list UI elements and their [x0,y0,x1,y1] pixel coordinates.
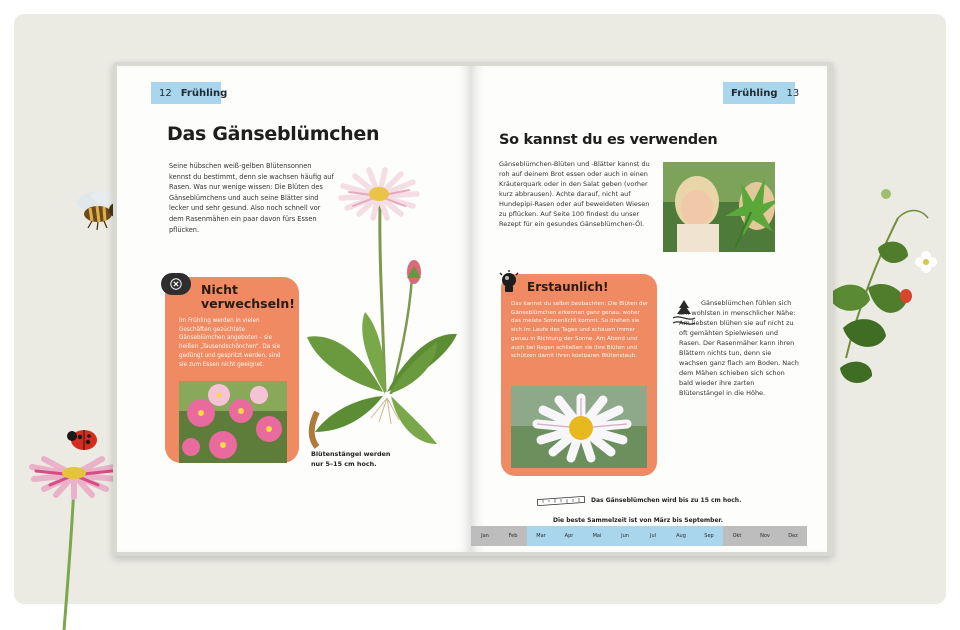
month-cell: Nov [751,526,779,546]
plant-caption: Blütenstängel werden nur 5–15 cm hoch. [311,450,391,468]
page-title: So kannst du es verwenden [499,132,718,148]
wild-strawberry-illustration [828,178,948,418]
collection-calendar [471,526,807,546]
month-cell: Okt [723,526,751,546]
page-tab-left [151,82,228,104]
bulb-icon [497,270,521,296]
month-cell: Jan [471,526,499,546]
tausendschoen-photo [179,381,287,463]
month-cell: Jun [611,526,639,546]
month-cell: Feb [499,526,527,546]
month-cell: Dez [779,526,807,546]
warning-title [201,283,295,311]
daisy-ladybug-illustration [24,420,124,630]
open-book [113,62,833,556]
month-cell: Jul [639,526,667,546]
usage-text: Gänseblümchen-Blüten und -Blätter kannst du roh auf deinem Brot essen oder auch in einen Kräuterquark oder in den Salat geben (vorher kurz abbrausen). Achte darauf, nicht auf Hundepipi-Rasen oder auf beweideten Wiesen zu pflücken. Auf Seite 100 findest du unser Rezept für ein gesundes Gänseblümchen-Öl. [499,160,650,228]
section-label: Frühling [180,87,228,99]
month-cell: Sep [695,526,723,546]
page-tab-right [723,82,800,104]
warning-title-line2: verwechseln! [201,296,295,311]
daisy-plant-illustration [287,162,467,452]
ruler-icon [537,496,585,506]
page-title: Das Gänseblümchen [167,123,380,145]
close-icon [161,273,191,295]
warning-text: Im Frühling werden in vielen Geschäften gezüchtete Gänseblümchen angeboten – sie heißen „Tausendschönchen“. Da sie gedüngt und gespritzt werden, sind sie zum Essen nicht geeignet. [179,318,281,368]
month-cell: Mai [583,526,611,546]
fact-title: Erstaunlich! [527,280,609,294]
month-cell: Mar [527,526,555,546]
section-label: Frühling [731,87,778,99]
month-cell: Aug [667,526,695,546]
child-with-leaf-photo [663,162,775,252]
left-page [117,66,471,552]
intro-text: Seine hübschen weiß-gelben Blütensonnen kennst du bestimmt, denn sie wachsen häufig auf Rasen. Was nur wenige wissen: Die Blüten des Gänseblümchens und auch seine Blätter sind lecker und sehr gesund. Also noch schnell vor dem Rasenmähen ein paar davon fürs Essen pflücken. [169,162,334,234]
page-number: 13 [786,87,800,99]
daisy-closeup-photo [511,386,647,468]
warning-title-line1: Nicht [201,282,239,297]
fact-text: Das kannst du selbst beobachten: Die Blüten der Gänseblümchen erkennen ganz genau, woher das meiste Sonnenlicht kommt. So drehen sie sich im Laufe des Tages und schauen immer genau in Richtung der Sonne. Am Abend und auch bei Regen schließen sie ihre Blüten und schützen damit ihren kostbaren Blütenstaub. [511,301,649,360]
page-number: 12 [159,87,172,99]
month-cell: Apr [555,526,583,546]
season-note: Die beste Sammelzeit ist von März bis September. [553,517,723,524]
height-note: Das Gänseblümchen wird bis zu 15 cm hoch. [591,497,742,504]
habitat-text: Gänseblümchen fühlen sich am wohlsten in menschlicher Nähe: Am liebsten blühen sie auf nicht zu oft gemähten Spielwiesen und Rasen. Der Rasenmäher kann ihren Blättern nichts tun, denn sie wachsen ganz flach am Boden. Nach dem Mähen schieben sich schon bald wieder ihre zarten Blütenstängel in die Höhe. [679,299,799,397]
right-page [471,66,827,552]
warning-box [165,277,299,463]
fact-box [501,274,657,476]
